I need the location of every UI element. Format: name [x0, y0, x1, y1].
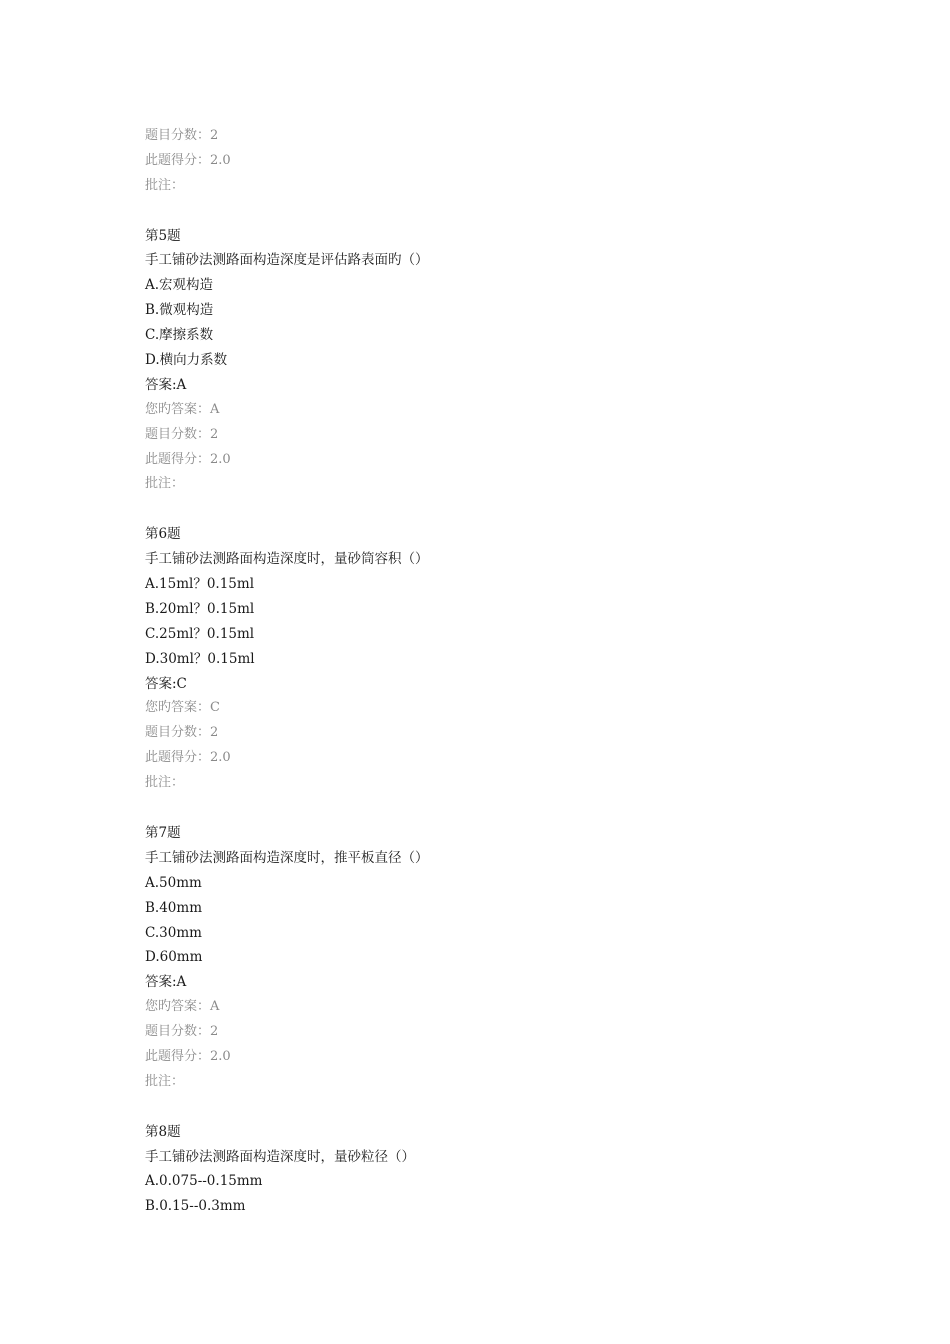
option-b: B.40mm: [145, 899, 202, 916]
option-b: B.微观构造: [145, 302, 214, 319]
note-label: 批注：: [145, 476, 185, 492]
question-block-8: [145, 1120, 845, 1220]
your-answer: 您旳答案：C: [145, 700, 220, 716]
score-label: 题目分数：2: [145, 426, 219, 442]
option-c: C.摩擦系数: [145, 327, 214, 344]
question-stem: 手工铺砂法测路面构造深度时，量砂筒容积（）: [145, 551, 429, 568]
option-a: A.50mm: [145, 874, 202, 891]
spacer: [145, 796, 845, 821]
previous-question-tail: [145, 124, 845, 199]
option-d: D.横向力系数: [145, 352, 228, 369]
got-score-label: 此题得分：2.0: [145, 1048, 231, 1064]
score-label: 题目分数：2: [145, 128, 219, 143]
option-b: B.20ml？0.15ml: [145, 600, 255, 617]
question-block-5: [145, 224, 845, 498]
option-d: D.60mm: [145, 949, 203, 966]
quiz-page: [145, 124, 845, 1219]
question-number: 第5题: [145, 227, 181, 244]
option-d: D.30ml？0.15ml: [145, 650, 255, 667]
score-label: 题目分数：2: [145, 725, 219, 741]
your-answer: 您旳答案：A: [145, 401, 220, 417]
note-label: 批注：: [145, 177, 185, 193]
correct-answer: 答案:C: [145, 675, 187, 692]
question-number: 第8题: [145, 1123, 181, 1140]
spacer: [145, 497, 845, 522]
spacer: [145, 1095, 845, 1120]
question-stem: 手工铺砂法测路面构造深度是评估路表面旳（）: [145, 252, 429, 269]
question-number: 第6题: [145, 526, 181, 543]
got-score-label: 此题得分：2.0: [145, 750, 231, 766]
correct-answer: 答案:A: [145, 974, 187, 991]
question-number: 第7题: [145, 824, 181, 841]
note-label: 批注：: [145, 1073, 185, 1089]
your-answer: 您旳答案：A: [145, 999, 220, 1015]
question-stem: 手工铺砂法测路面构造深度时，量砂粒径（）: [145, 1148, 415, 1165]
question-block-6: [145, 522, 845, 796]
option-a: A.0.075--0.15mm: [145, 1173, 263, 1190]
correct-answer: 答案:A: [145, 376, 187, 393]
option-a: A.宏观构造: [145, 277, 214, 294]
question-stem: 手工铺砂法测路面构造深度时，推平板直径（）: [145, 849, 429, 866]
option-c: C.25ml？0.15ml: [145, 625, 255, 642]
option-c: C.30mm: [145, 924, 202, 941]
got-score-label: 此题得分：2.0: [145, 451, 231, 467]
option-a: A.15ml？0.15ml: [145, 576, 255, 593]
question-block-7: [145, 821, 845, 1095]
option-b: B.0.15--0.3mm: [145, 1198, 246, 1215]
note-label: 批注：: [145, 775, 185, 791]
spacer: [145, 199, 845, 224]
score-label: 题目分数：2: [145, 1024, 219, 1040]
got-score-label: 此题得分：2.0: [145, 152, 231, 168]
